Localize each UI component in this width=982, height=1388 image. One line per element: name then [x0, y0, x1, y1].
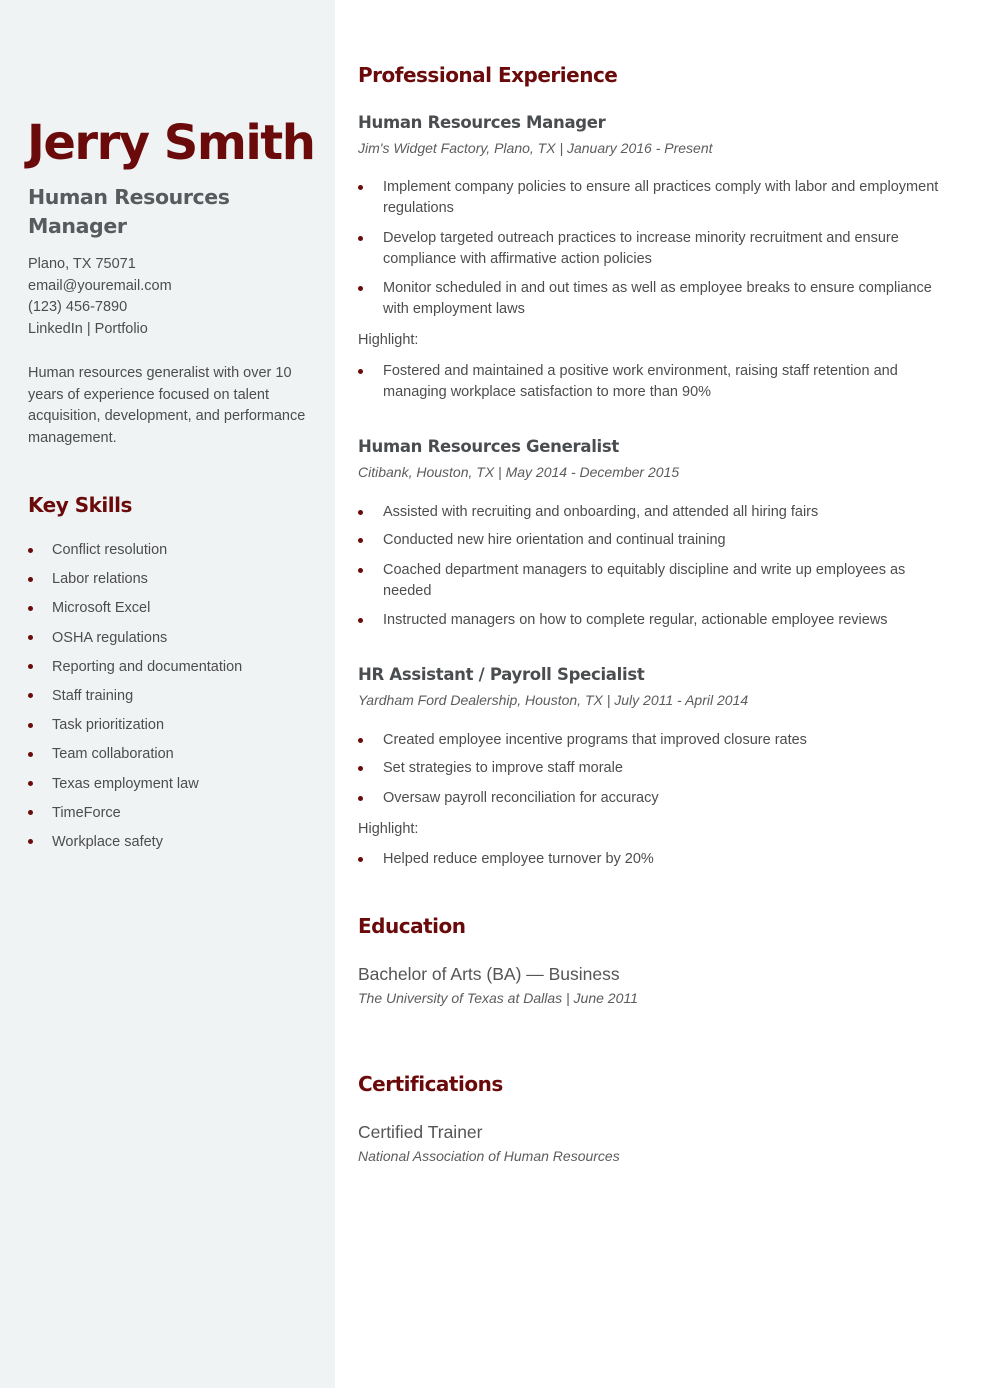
bullet-text: Implement company policies to ensure all practices comply with labor and employment regulations [383, 179, 939, 216]
highlight-bullet [358, 849, 950, 870]
key-skills-heading: Key Skills [28, 493, 132, 517]
job-bullet [358, 758, 950, 779]
bullet-text: Oversaw payroll reconciliation for accuracy [383, 790, 659, 806]
bullet-text: Conducted new hire orientation and continual training [383, 532, 726, 548]
bullet-dot [358, 538, 363, 543]
skill-item [28, 773, 242, 802]
skill-label: Conflict resolution [52, 542, 168, 558]
skill-label: Task prioritization [52, 717, 165, 734]
bullet-dot [28, 752, 33, 757]
contact-email: email@youremail.com [28, 277, 172, 294]
bullet-dot [358, 568, 363, 573]
contact-location: Plano, TX 75071 [28, 256, 136, 272]
profile-summary: Human resources generalist with over 10 years of experience focused on talent acquisition, development, and performance management. [28, 365, 306, 447]
bullet-dot [358, 766, 363, 771]
bullet-dot [358, 796, 363, 801]
skill-label: Workplace safety [52, 833, 163, 850]
job-title: Human Resources Manager [358, 113, 606, 132]
job-bullet [358, 788, 950, 809]
bullet-dot [358, 286, 363, 291]
skill-label: OSHA regulations [52, 629, 168, 646]
bullet-dot [358, 236, 363, 241]
bullet-dot [28, 810, 33, 815]
skill-item [28, 627, 242, 656]
job-bullet [358, 530, 950, 551]
skill-label: Texas employment law [52, 775, 199, 792]
bullet-dot [28, 839, 33, 844]
bullet-dot [358, 510, 363, 515]
skill-item [28, 714, 242, 743]
job-bullet [358, 278, 950, 320]
job-title: HR Assistant / Payroll Specialist [358, 665, 645, 684]
skill-item [28, 597, 242, 626]
bullet-dot [28, 664, 33, 669]
degree-title: Bachelor of Arts (BA) — Business [358, 964, 620, 984]
sidebar [0, 0, 335, 1388]
job-meta: Jim's Widget Factory, Plano, TX | January 2016 - Present [358, 140, 713, 156]
bullet-dot [358, 618, 363, 623]
skill-item [28, 685, 242, 714]
job-bullet [358, 502, 950, 523]
bullet-dot [28, 606, 33, 611]
bullet-dot [358, 369, 363, 374]
job-bullet [358, 610, 950, 631]
bullet-dot [28, 548, 33, 553]
bullet-text: Set strategies to improve staff morale [383, 760, 623, 776]
education-heading: Education [358, 914, 466, 938]
skills-list [28, 539, 242, 860]
skill-item [28, 568, 242, 597]
bullet-dot [28, 577, 33, 582]
skill-item [28, 743, 242, 772]
main-content [335, 0, 982, 1388]
skill-label: Team collaboration [52, 746, 174, 763]
certifications-heading: Certifications [358, 1072, 503, 1096]
skill-label: Labor relations [52, 571, 148, 588]
skill-item [28, 539, 242, 568]
bullet-text: Created employee incentive programs that improved closure rates [383, 732, 807, 748]
highlight-label: Highlight: [358, 332, 419, 348]
bullet-dot [28, 635, 33, 640]
job-bullet [358, 560, 950, 602]
skill-label: Microsoft Excel [52, 600, 151, 617]
school-meta: The University of Texas at Dallas | June 2011 [358, 990, 638, 1006]
skill-item [28, 656, 242, 685]
job-meta: Yardham Ford Dealership, Houston, TX | July 2011 - April 2014 [358, 692, 749, 708]
bullet-text: Monitor scheduled in and out times as well as employee breaks to ensure compliance with employment laws [383, 280, 932, 317]
bullet-dot [28, 781, 33, 786]
experience-heading: Professional Experience [358, 63, 618, 87]
certification-issuer: National Association of Human Resources [358, 1148, 620, 1164]
job-meta: Citibank, Houston, TX | May 2014 - December 2015 [358, 464, 680, 480]
bullet-text: Assisted with recruiting and onboarding, and attended all hiring fairs [383, 504, 819, 520]
contact-phone: (123) 456-7890 [28, 299, 128, 315]
highlight-bullet [358, 361, 950, 403]
bullet-text: Instructed managers on how to complete regular, actionable employee reviews [383, 612, 888, 628]
skill-label: TimeForce [52, 804, 121, 821]
candidate-role: Human Resources Manager [28, 185, 230, 238]
bullet-text: Coached department managers to equitably discipline and write up employees as needed [383, 562, 906, 599]
skill-label: Staff training [52, 687, 134, 704]
bullet-dot [358, 857, 363, 862]
bullet-text: Develop targeted outreach practices to increase minority recruitment and ensure compliance with affirmative action policies [383, 230, 899, 267]
job-title: Human Resources Generalist [358, 437, 620, 456]
bullet-text: Fostered and maintained a positive work environment, raising staff retention and managing workplace satisfaction to more than 90% [383, 363, 898, 400]
contact-info [28, 254, 172, 340]
candidate-name: Jerry Smith [27, 115, 315, 171]
job-bullet [358, 730, 950, 751]
bullet-dot [28, 723, 33, 728]
skill-item [28, 802, 242, 831]
certification-title: Certified Trainer [358, 1122, 483, 1142]
bullet-dot [358, 185, 363, 190]
skill-label: Reporting and documentation [52, 658, 243, 675]
bullet-dot [28, 693, 33, 698]
highlight-label: Highlight: [358, 821, 419, 837]
contact-links: LinkedIn | Portfolio [28, 320, 148, 337]
bullet-text: Helped reduce employee turnover by 20% [383, 851, 654, 867]
bullet-dot [358, 738, 363, 743]
job-bullet [358, 228, 950, 270]
skill-item [28, 831, 242, 860]
job-bullet [358, 177, 950, 219]
